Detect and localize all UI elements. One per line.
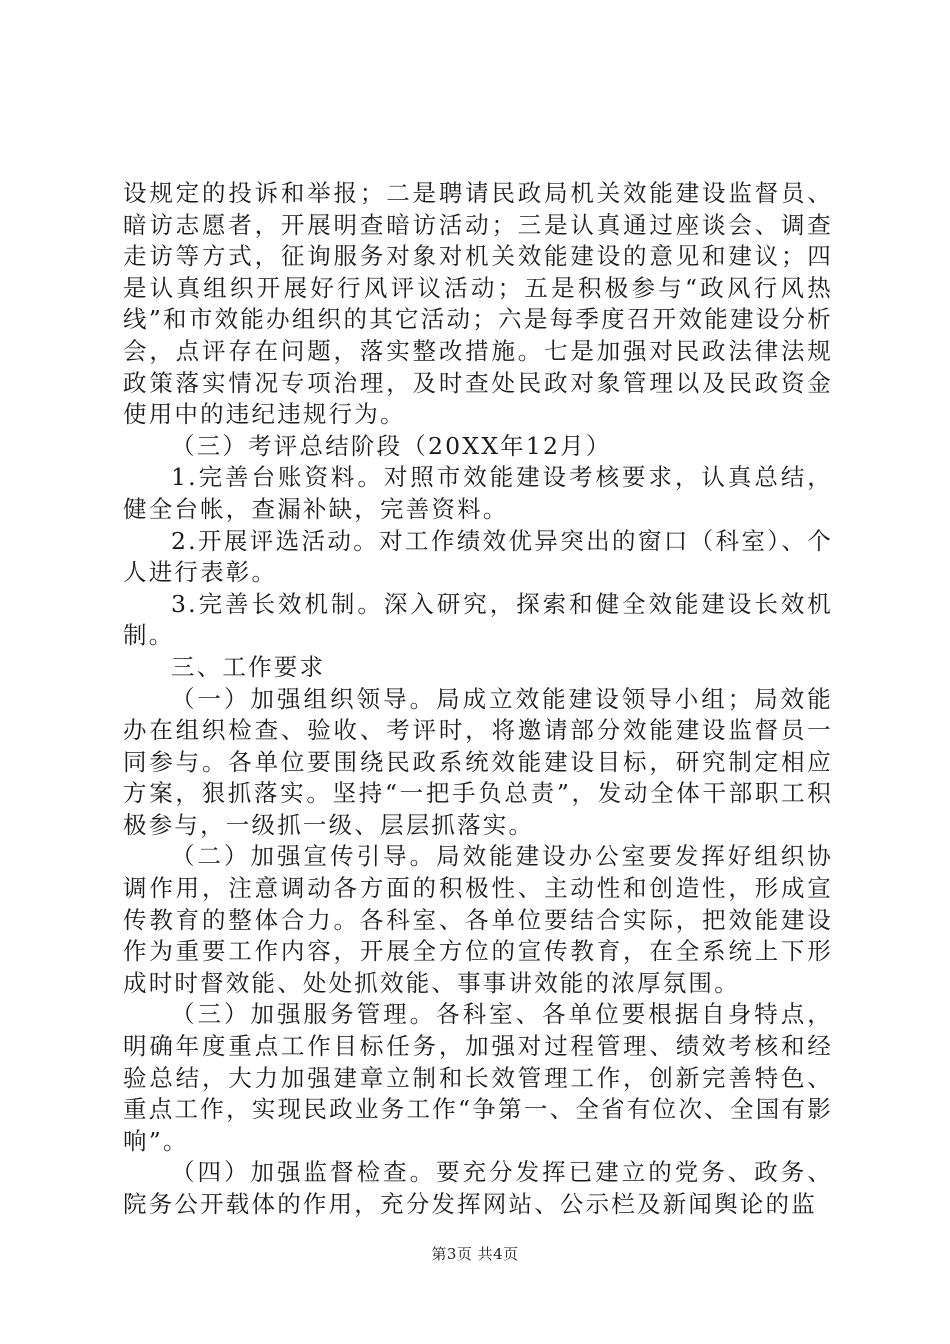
- body-paragraph-publicity: （二）加强宣传引导。局效能建设办公室要发挥好组织协调作用，注意调动各方面的积极性、主动性和创造性，形成宣传教育的整体合力。各科室、各单位要结合实际，把效能建设作为重要工作内容，开展全方位的宣传教育，在全系统上下形成时时督效能、处处抓效能、事事讲效能的浓厚氛围。: [123, 842, 833, 997]
- body-paragraph-1: 设规定的投诉和举报；二是聘请民政局机关效能建设监督员、暗访志愿者，开展明查暗访活动；三是认真通过座谈会、调查走访等方式，征询服务对象对机关效能建设的意见和建议；四是认真组织开展好行风评议活动；五是积极参与“政风行风热线”和市效能办组织的其它活动；六是每季度召开效能建设分析会，点评存在问题，落实整改措施。七是加强对民政法律法规政策落实情况专项治理，及时查处民政对象管理以及民政资金使用中的违纪违规行为。: [123, 179, 833, 429]
- section-heading-requirements: 三、工作要求: [171, 652, 326, 681]
- body-paragraph-leadership: （一）加强组织领导。局成立效能建设领导小组；局效能办在组织检查、验收、考评时，将邀请部分效能建设监督员一同参与。各单位要围绕民政系统效能建设目标，研究制定相应方案，狠抓落实。坚持“一把手负总责”，发动全体干部职工积极参与，一级抓一级、层层抓落实。: [123, 684, 833, 839]
- section-heading-evaluation-stage: （三）考评总结阶段（20XX年12月）: [171, 431, 612, 460]
- body-paragraph-selection: 2.开展评选活动。对工作绩效优异突出的窗口（科室）、个人进行表彰。: [123, 526, 833, 587]
- body-paragraph-service: （三）加强服务管理。各科室、各单位要根据自身特点，明确年度重点工作目标任务，加强对过程管理、绩效考核和经验总结，大力加强建章立制和长效管理工作，创新完善特色、重点工作，实现民政业务工作“争第一、全省有位次、全国有影响”。: [123, 1000, 833, 1155]
- body-paragraph-mechanism: 3.完善长效机制。深入研究，探索和健全效能建设长效机制。: [123, 589, 833, 650]
- document-body: [123, 178, 833, 1221]
- body-paragraph-ledger: 1.完善台账资料。对照市效能建设考核要求，认真总结，健全台帐，查漏补缺，完善资料。: [123, 463, 833, 523]
- body-paragraph-supervision: （四）加强监督检查。要充分发挥已建立的党务、政务、院务公开载体的作用，充分发挥网站、公示栏及新闻舆论的监: [123, 1158, 833, 1218]
- page-footer: 第3页 共4页: [431, 1245, 519, 1263]
